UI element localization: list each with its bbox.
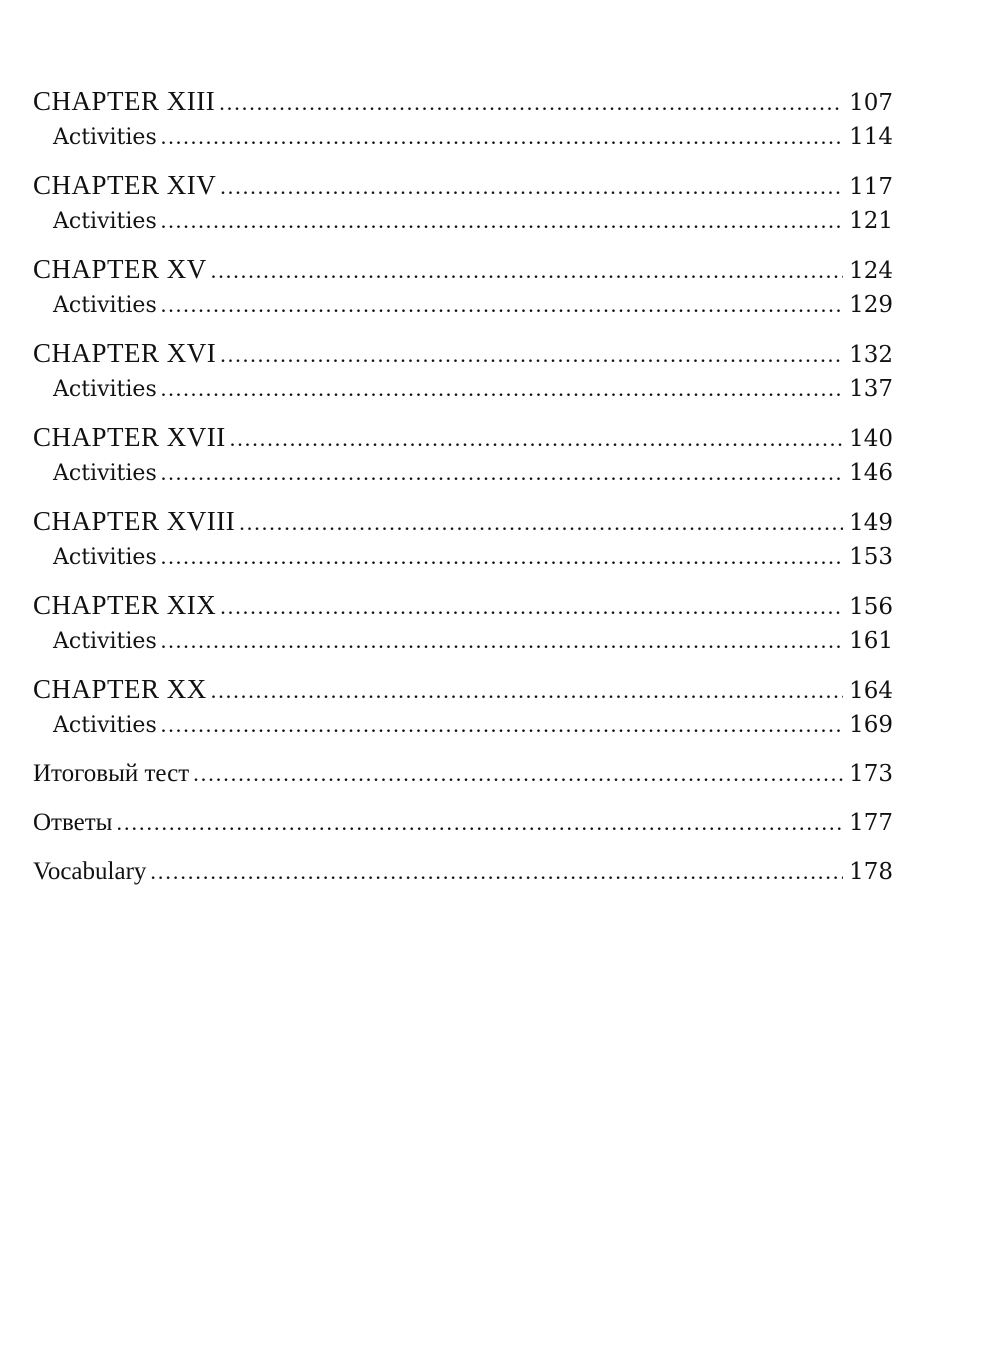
dot-leader [116, 805, 843, 840]
toc-chapter-group [33, 168, 893, 238]
dot-leader [161, 287, 843, 322]
page-number: 140 [849, 426, 893, 452]
page-number: 173 [849, 761, 893, 787]
toc-chapter-group [33, 84, 893, 154]
activities-label: Activities [53, 377, 157, 402]
toc-chapter-entry[interactable] [33, 168, 893, 203]
toc-activities-entry[interactable] [33, 455, 893, 490]
toc-chapter-group [33, 504, 893, 574]
chapter-title: CHAPTER XVII [33, 422, 226, 452]
page-number: 117 [849, 174, 893, 200]
dot-leader [220, 589, 843, 624]
chapter-title: CHAPTER XIV [33, 170, 217, 200]
toc-chapter-entry[interactable] [33, 252, 893, 287]
toc-answers-entry[interactable] [33, 805, 893, 840]
toc-chapter-group [33, 588, 893, 658]
dot-leader [161, 623, 843, 658]
page-number: 137 [849, 376, 893, 402]
dot-leader [193, 756, 843, 791]
toc-chapter-group [33, 420, 893, 490]
activities-label: Activities [53, 713, 157, 738]
toc-activities-entry[interactable] [33, 203, 893, 238]
dot-leader [219, 85, 843, 120]
chapter-title: CHAPTER XX [33, 674, 207, 704]
chapter-title: CHAPTER XIII [33, 86, 216, 116]
toc-activities-entry[interactable] [33, 623, 893, 658]
dot-leader [161, 539, 843, 574]
activities-label: Activities [53, 293, 157, 318]
page-number: 132 [849, 342, 893, 368]
dot-leader [161, 119, 843, 154]
activities-label: Activities [53, 209, 157, 234]
toc-activities-entry[interactable] [33, 119, 893, 154]
page-number: 146 [849, 460, 893, 486]
toc-activities-entry[interactable] [33, 287, 893, 322]
chapter-title: CHAPTER XIX [33, 590, 217, 620]
toc-activities-entry[interactable] [33, 371, 893, 406]
dot-leader [161, 707, 843, 742]
activities-label: Activities [53, 545, 157, 570]
page-number: 177 [849, 810, 893, 836]
toc-chapter-group [33, 336, 893, 406]
page-number: 169 [849, 712, 893, 738]
dot-leader [161, 371, 843, 406]
chapter-title: CHAPTER XVIII [33, 506, 236, 536]
toc-chapter-entry[interactable] [33, 84, 893, 119]
dot-leader [239, 505, 843, 540]
section-title: Vocabulary [33, 858, 147, 885]
dot-leader [161, 203, 843, 238]
page-number: 114 [849, 124, 893, 150]
page-number: 124 [849, 258, 893, 284]
toc-chapter-entry[interactable] [33, 336, 893, 371]
toc-chapter-group [33, 252, 893, 322]
dot-leader [220, 169, 843, 204]
chapter-title: CHAPTER XVI [33, 338, 217, 368]
page-number: 153 [849, 544, 893, 570]
page-number: 121 [849, 208, 893, 234]
dot-leader [161, 455, 843, 490]
toc-activities-entry[interactable] [33, 539, 893, 574]
page-number: 164 [849, 678, 893, 704]
table-of-contents [33, 84, 893, 903]
activities-label: Activities [53, 629, 157, 654]
dot-leader [150, 854, 843, 889]
dot-leader [211, 673, 843, 708]
activities-label: Activities [53, 125, 157, 150]
toc-final-test-entry[interactable] [33, 756, 893, 791]
activities-label: Activities [53, 461, 157, 486]
toc-chapter-group [33, 672, 893, 742]
chapter-title: CHAPTER XV [33, 254, 207, 284]
dot-leader [220, 337, 843, 372]
dot-leader [211, 253, 843, 288]
toc-chapter-entry[interactable] [33, 588, 893, 623]
toc-chapter-entry[interactable] [33, 420, 893, 455]
page-number: 178 [849, 859, 893, 885]
page-number: 107 [849, 90, 893, 116]
section-title: Итоговый тест [33, 760, 190, 787]
dot-leader [230, 421, 843, 456]
toc-chapter-entry[interactable] [33, 672, 893, 707]
page-number: 149 [849, 510, 893, 536]
page-number: 161 [849, 628, 893, 654]
toc-activities-entry[interactable] [33, 707, 893, 742]
toc-vocabulary-entry[interactable] [33, 854, 893, 889]
section-title: Ответы [33, 809, 113, 836]
page-number: 129 [849, 292, 893, 318]
toc-chapter-entry[interactable] [33, 504, 893, 539]
page-number: 156 [849, 594, 893, 620]
